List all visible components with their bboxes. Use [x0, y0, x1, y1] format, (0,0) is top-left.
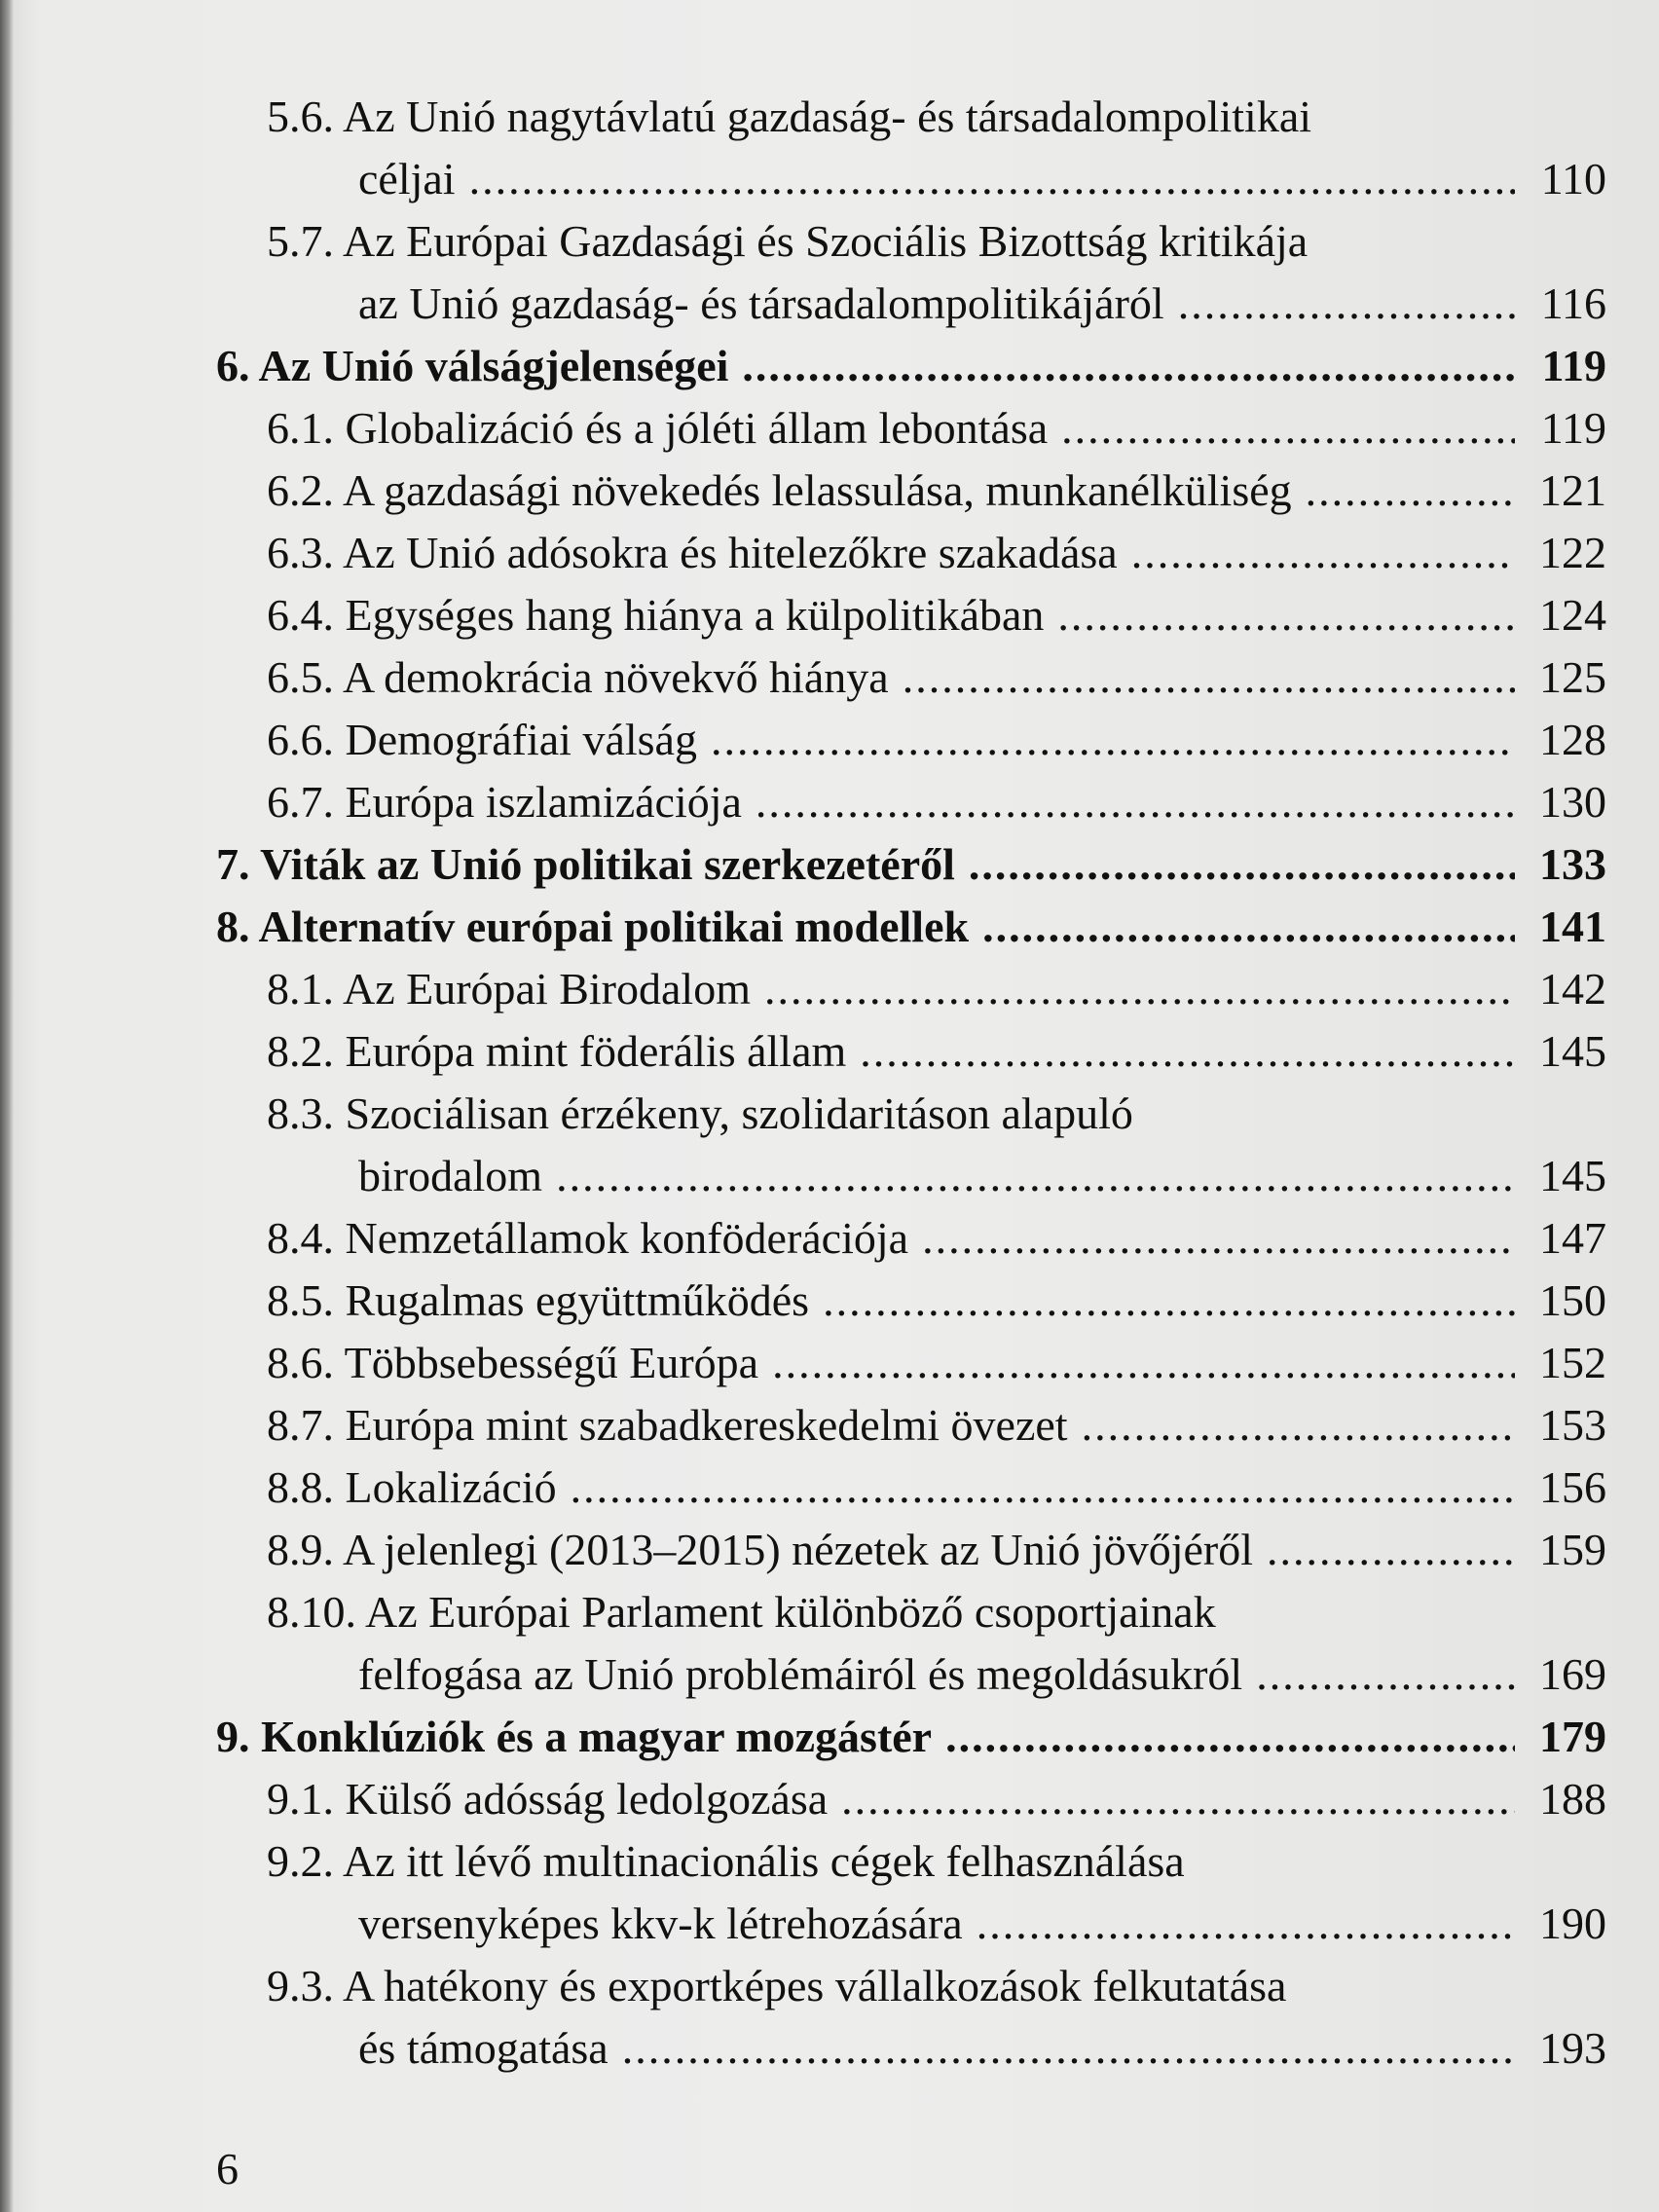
toc-entry-title: A hatékony és exportképes vállalkozások felkutatása: [342, 1961, 1287, 2010]
toc-entry[interactable]: [267, 646, 1606, 709]
leader-dots: [1178, 273, 1515, 335]
toc-entry-line: [267, 1332, 1606, 1394]
toc-entry-title: A jelenlegi (2013–2015) nézetek az Unió jövőjéről: [342, 1525, 1254, 1574]
toc-entry[interactable]: [267, 210, 1606, 335]
toc-entry-number: 8.3.: [267, 1088, 334, 1138]
toc-entry-title: Konklúziók és a magyar mozgástér: [261, 1712, 933, 1761]
toc-entry-number: 8.6.: [267, 1338, 334, 1387]
toc-page-number: 110: [1540, 154, 1606, 203]
toc-entry-line: [358, 1643, 1606, 1706]
leader-dots: [1057, 584, 1515, 646]
toc-entry-number: 6.4.: [267, 590, 334, 640]
toc-page-number: 119: [1541, 341, 1606, 390]
toc-page-number: 145: [1539, 1026, 1606, 1076]
leader-dots: [969, 833, 1515, 896]
toc-entry-title: Európa mint szabadkereskedelmi övezet: [345, 1400, 1068, 1450]
toc-page-number: 150: [1539, 1275, 1606, 1325]
toc-page-number: 159: [1539, 1525, 1606, 1574]
toc-entry-title: Európa iszlamizációja: [345, 777, 742, 827]
toc-entry-title: Külső adósság ledolgozása: [345, 1774, 829, 1824]
toc-entry-title: Többsebességű Európa: [344, 1338, 759, 1387]
toc-page-number: 179: [1539, 1712, 1606, 1761]
page-number: 6: [216, 2144, 239, 2194]
toc-page-number: 121: [1539, 465, 1606, 515]
toc-entry-title: versenyképes kkv-k létrehozására: [358, 1899, 963, 1948]
toc-page-number: 152: [1539, 1338, 1606, 1387]
toc-page-number: 142: [1539, 964, 1606, 1014]
toc-entry-number: 8.10.: [267, 1587, 356, 1637]
toc-entry-title: Szociálisan érzékeny, szolidaritáson alapuló: [345, 1088, 1133, 1138]
toc-entry-title: Az Európai Gazdasági és Szociális Bizottság kritikája: [342, 216, 1309, 266]
toc-entry[interactable]: [267, 1020, 1606, 1083]
toc-entry-number: 9.2.: [267, 1836, 334, 1886]
toc-entry-line: [358, 273, 1606, 335]
toc-entry-title: birodalom: [358, 1151, 543, 1200]
toc-page-number: 133: [1539, 839, 1606, 889]
toc-page-number: 188: [1539, 1774, 1606, 1824]
leader-dots: [860, 1020, 1515, 1083]
toc-page-number: 130: [1539, 777, 1606, 827]
toc-entry-line: [267, 397, 1606, 460]
toc-entry[interactable]: [267, 1270, 1606, 1332]
leader-dots: [556, 1145, 1515, 1207]
toc-entry-line: [358, 148, 1606, 210]
toc-entry-line: [267, 1394, 1606, 1456]
toc-entry[interactable]: [267, 958, 1606, 1020]
toc-entry-number: 8.2.: [267, 1026, 334, 1076]
toc-entry-line: [267, 210, 1606, 273]
toc-page-number: 190: [1539, 1899, 1606, 1948]
toc-entry-line: [267, 1270, 1606, 1332]
leader-dots: [1256, 1643, 1515, 1706]
leader-dots: [711, 709, 1515, 771]
leader-dots: [903, 646, 1515, 709]
toc-entry[interactable]: [216, 833, 1606, 896]
toc-entry[interactable]: [267, 460, 1606, 522]
toc-entry-title: Demográfiai válság: [345, 715, 697, 764]
toc-entry-line: [267, 522, 1606, 584]
leader-dots: [764, 958, 1515, 1020]
toc-entry-number: 6.6.: [267, 715, 334, 764]
toc-entry-number: 5.7.: [267, 216, 334, 266]
toc-entry-number: 6.7.: [267, 777, 334, 827]
toc-page-number: 116: [1540, 278, 1606, 328]
toc-entry-number: 6.2.: [267, 465, 334, 515]
toc-entry-number: 8.9.: [267, 1525, 334, 1574]
toc-entry-title: Nemzetállamok konföderációja: [345, 1213, 909, 1263]
toc-entry-line: [267, 584, 1606, 646]
toc-entry-line: [267, 1207, 1606, 1270]
toc-entry-title: Az Unió adósokra és hitelezőkre szakadása: [342, 528, 1118, 577]
toc-entry-title: A demokrácia növekvő hiánya: [342, 652, 889, 702]
toc-entry-title: Egységes hang hiánya a külpolitikában: [345, 590, 1045, 640]
toc-entry-line: [267, 1581, 1606, 1643]
toc-entry-line: [267, 1020, 1606, 1083]
toc-entry-number: 9.: [216, 1712, 250, 1761]
leader-dots: [469, 148, 1515, 210]
toc-entry-line: [216, 1706, 1606, 1768]
leader-dots: [1306, 460, 1515, 522]
toc-entry-title: Az Unió válságjelenségei: [258, 341, 729, 390]
toc-entry-title: Európa mint föderális állam: [345, 1026, 847, 1076]
toc-entry[interactable]: [267, 1955, 1606, 2080]
toc-entry-number: 8.5.: [267, 1275, 334, 1325]
toc-entry[interactable]: [216, 1706, 1606, 1768]
leader-dots: [772, 1332, 1515, 1394]
toc-entry-title: Az itt lévő multinacionális cégek felhasználása: [342, 1836, 1185, 1886]
toc-page-number: 124: [1539, 590, 1606, 640]
toc-entry-line: [267, 1083, 1606, 1145]
toc-entry-title: Rugalmas együttműködés: [345, 1275, 810, 1325]
toc-entry-title: céljai: [358, 154, 456, 203]
toc-entry-number: 7.: [216, 839, 250, 889]
toc-entry-number: 9.1.: [267, 1774, 334, 1824]
toc-page-number: 156: [1539, 1462, 1606, 1512]
toc-entry-line: [358, 2017, 1606, 2080]
toc-entry-number: 8.4.: [267, 1213, 334, 1263]
toc-entry[interactable]: [267, 1768, 1606, 1830]
toc-page-number: 153: [1539, 1400, 1606, 1450]
toc-page-number: 169: [1539, 1649, 1606, 1699]
toc-entry-title: Az Európai Parlament különböző csoportjainak: [364, 1587, 1216, 1637]
toc-entry[interactable]: [267, 522, 1606, 584]
leader-dots: [841, 1768, 1515, 1830]
toc-entry[interactable]: [267, 1207, 1606, 1270]
toc-entry[interactable]: [267, 1332, 1606, 1394]
toc-page-number: 145: [1539, 1151, 1606, 1200]
toc-entry-number: 8.8.: [267, 1462, 334, 1512]
toc-entry-line: [267, 958, 1606, 1020]
toc-entry-line: [267, 460, 1606, 522]
toc-entry-line: [267, 1830, 1606, 1893]
toc-page-number: 125: [1539, 652, 1606, 702]
toc-entry-line: [267, 1768, 1606, 1830]
toc-entry[interactable]: [267, 1456, 1606, 1519]
toc-entry-number: 6.: [216, 341, 250, 390]
toc-entry-line: [267, 1519, 1606, 1581]
leader-dots: [1061, 397, 1515, 460]
leader-dots: [1082, 1394, 1515, 1456]
toc-entry-title: és támogatása: [358, 2023, 608, 2073]
leader-dots: [982, 896, 1515, 958]
leader-dots: [922, 1207, 1515, 1270]
toc-entry-number: 6.5.: [267, 652, 334, 702]
toc-entry-number: 8.1.: [267, 964, 334, 1014]
toc-entry-line: [216, 833, 1606, 896]
toc-entry-line: [267, 86, 1606, 148]
toc-entry-line: [267, 1456, 1606, 1519]
toc-entry-line: [267, 771, 1606, 833]
toc-entry[interactable]: [267, 1519, 1606, 1581]
toc-entry-line: [267, 709, 1606, 771]
toc-entry[interactable]: [267, 1581, 1606, 1706]
leader-dots: [756, 771, 1515, 833]
toc-entry-line: [216, 335, 1606, 397]
toc-page-number: 193: [1539, 2023, 1606, 2073]
page-binding-edge: [0, 0, 14, 2212]
leader-dots: [622, 2017, 1515, 2080]
toc-entry-line: [267, 1955, 1606, 2017]
toc-page-number: 119: [1540, 403, 1606, 453]
toc-entry-line: [358, 1145, 1606, 1207]
toc-entry-number: 5.6.: [267, 92, 334, 141]
leader-dots: [823, 1270, 1515, 1332]
toc-entry-title: Lokalizáció: [345, 1462, 557, 1512]
toc-entry[interactable]: [267, 709, 1606, 771]
leader-dots: [742, 335, 1515, 397]
leader-dots: [1267, 1519, 1515, 1581]
toc-entry-title: Viták az Unió politikai szerkezetéről: [260, 839, 955, 889]
toc-entry-number: 6.1.: [267, 403, 334, 453]
toc-entry[interactable]: [216, 896, 1606, 958]
toc-entry-line: [216, 896, 1606, 958]
toc-page-number: 141: [1539, 902, 1606, 951]
toc-page-number: 147: [1539, 1213, 1606, 1263]
toc-entry-number: 6.3.: [267, 528, 334, 577]
toc-entry[interactable]: [267, 397, 1606, 460]
toc-entry-line: [358, 1893, 1606, 1955]
leader-dots: [945, 1706, 1515, 1768]
toc-entry-title: A gazdasági növekedés lelassulása, munkanélküliség: [342, 465, 1292, 515]
toc-entry-number: 8.: [216, 902, 250, 951]
toc-entry-title: Az Európai Birodalom: [342, 964, 751, 1014]
toc-entry-number: 8.7.: [267, 1400, 334, 1450]
leader-dots: [1131, 522, 1515, 584]
toc-entry[interactable]: [267, 1394, 1606, 1456]
toc-page-number: 122: [1539, 528, 1606, 577]
toc-entry[interactable]: [267, 771, 1606, 833]
toc-entry[interactable]: [267, 1083, 1606, 1207]
toc-entry[interactable]: [216, 335, 1606, 397]
toc-entry-line: [267, 646, 1606, 709]
toc-entry[interactable]: [267, 86, 1606, 210]
leader-dots: [571, 1456, 1515, 1519]
toc-entry-title: Globalizáció és a jóléti állam lebontása: [345, 403, 1049, 453]
toc-page-number: 128: [1539, 715, 1606, 764]
toc-entry-number: 9.3.: [267, 1961, 334, 2010]
toc-entry-title: felfogása az Unió problémáiról és megoldásukról: [358, 1649, 1243, 1699]
toc-entry[interactable]: [267, 584, 1606, 646]
toc-entry-title: Alternatív európai politikai modellek: [258, 902, 970, 951]
toc-entry-title: Az Unió nagytávlatú gazdaság- és társadalompolitikai: [342, 92, 1312, 141]
toc-entry[interactable]: [267, 1830, 1606, 1955]
toc-entry-title: az Unió gazdaság- és társadalompolitikájáról: [358, 278, 1164, 328]
leader-dots: [977, 1893, 1515, 1955]
